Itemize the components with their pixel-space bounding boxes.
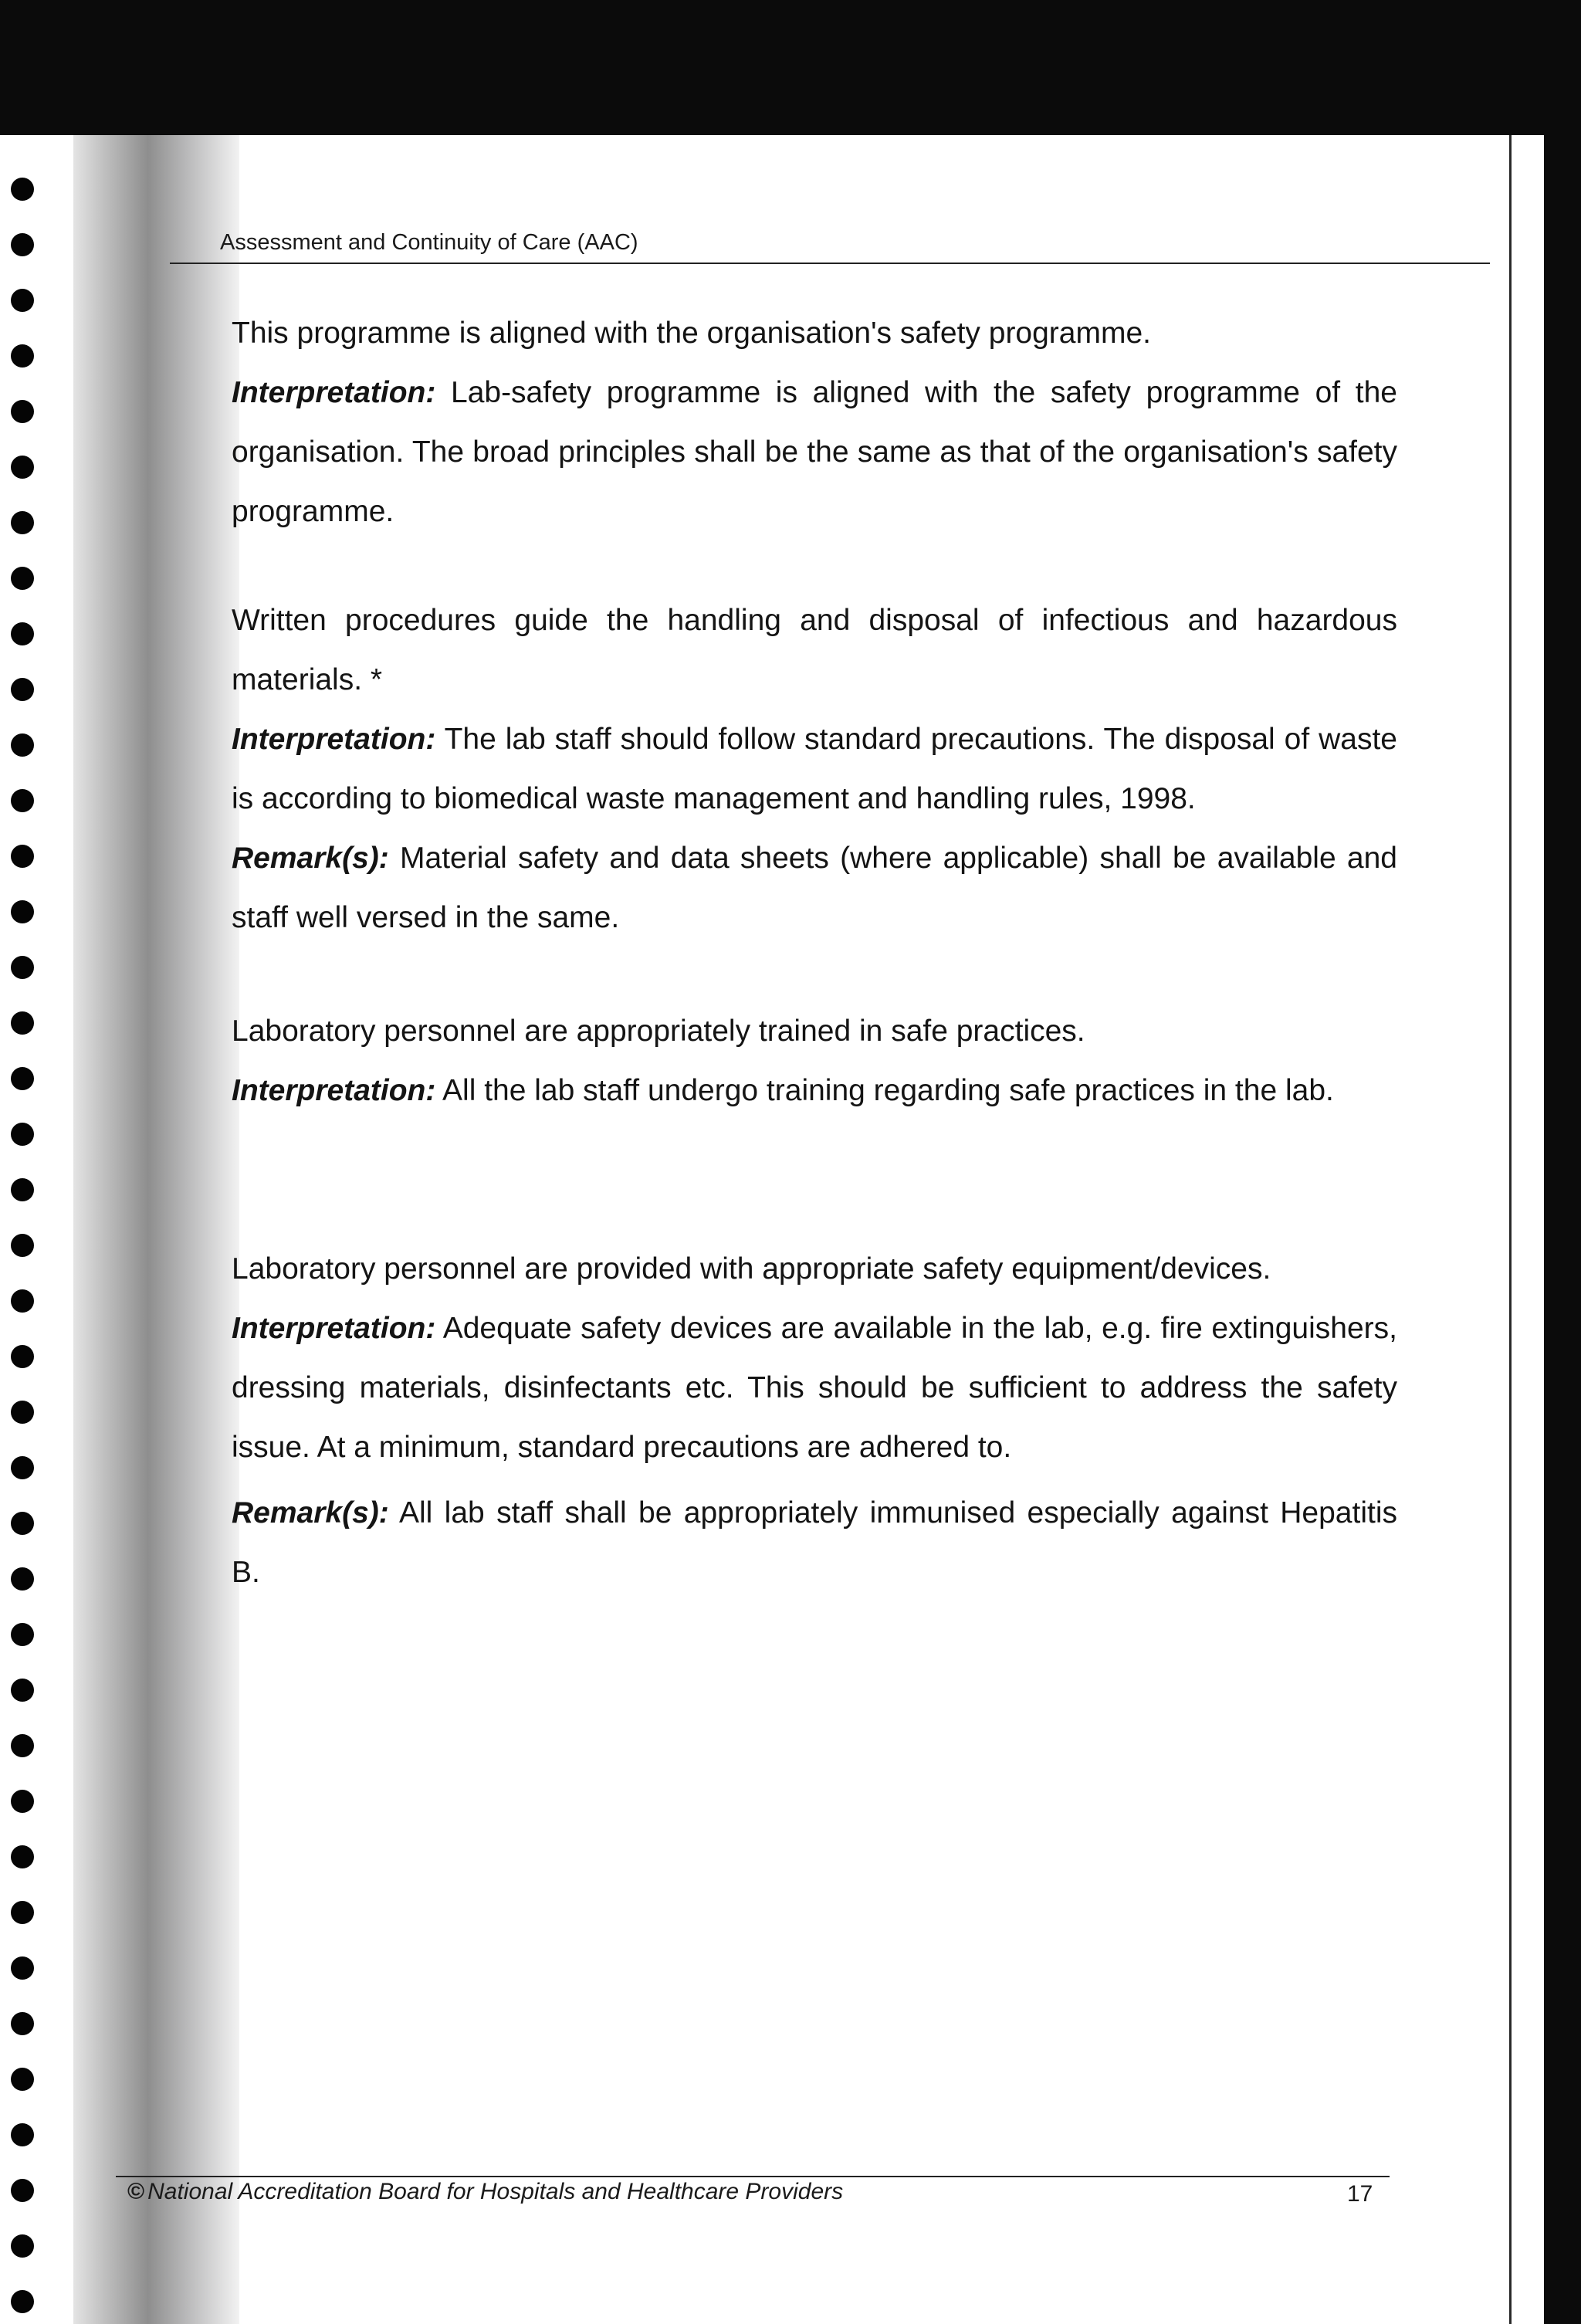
binding-hole <box>11 289 34 312</box>
remark-paragraph <box>232 828 1397 947</box>
binding-hole <box>11 1289 34 1313</box>
standard-statement: Laboratory personnel are appropriately trained in safe practices. <box>232 1015 1085 1048</box>
binding-hole <box>11 678 34 701</box>
binding-hole <box>11 1845 34 1868</box>
standard-text <box>232 1001 1397 1061</box>
interpretation-paragraph <box>232 363 1397 541</box>
binding-hole <box>11 178 34 201</box>
binding-hole <box>11 1456 34 1479</box>
binding-hole <box>11 1345 34 1368</box>
binding-hole <box>11 567 34 590</box>
interpretation-label: Interpretation: <box>232 723 436 756</box>
interpretation-text: All the lab staff undergo training regarding safe practices in the lab. <box>442 1074 1334 1107</box>
publisher-name: National Accreditation Board for Hospitals and Healthcare Providers <box>147 2179 844 2204</box>
binding-hole <box>11 1401 34 1424</box>
standard-statement: Laboratory personnel are provided with appropriate safety equipment/devices. <box>232 1252 1271 1286</box>
binding-hole <box>11 845 34 868</box>
binding-hole <box>11 1567 34 1591</box>
page-edge-line <box>1509 135 1512 2324</box>
binding-hole <box>11 1067 34 1090</box>
remark-label: Remark(s): <box>232 842 389 875</box>
binding-hole <box>11 233 34 256</box>
binding-hole <box>11 1123 34 1146</box>
item-safety-equipment <box>232 1239 1397 1602</box>
binding-hole <box>11 511 34 534</box>
binding-hole <box>11 622 34 645</box>
binding-hole <box>11 1623 34 1646</box>
standard-text <box>232 591 1397 710</box>
interpretation-paragraph <box>232 1299 1397 1477</box>
binding-hole <box>11 400 34 423</box>
interpretation-text: Adequate safety devices are available in the lab, e.g. fire extinguishers, dressing materials, disinfectants etc. This should be sufficient to address the safety issue. At a minimum, standard precautions are adhered to. <box>232 1312 1397 1464</box>
header-rule <box>170 263 1490 264</box>
binding-hole <box>11 2290 34 2313</box>
binding-hole <box>11 956 34 979</box>
remark-paragraph <box>232 1483 1397 1602</box>
binding-hole <box>11 789 34 812</box>
interpretation-text: Lab-safety programme is aligned with the safety programme of the organisation. The broad principles shall be the same as that of the organisation's safety programme. <box>232 376 1397 528</box>
binding-hole <box>11 1512 34 1535</box>
interpretation-label: Interpretation: <box>232 1074 436 1107</box>
standard-text <box>232 303 1397 363</box>
remark-label: Remark(s): <box>232 1496 389 1530</box>
scan-top-shadow <box>0 0 1581 135</box>
binding-hole <box>11 2234 34 2258</box>
binding-hole <box>11 1956 34 1980</box>
binding-hole <box>11 1734 34 1757</box>
binding-hole <box>11 900 34 923</box>
binding-hole <box>11 2179 34 2202</box>
binding-hole <box>11 2123 34 2146</box>
binding-hole <box>11 456 34 479</box>
binding-hole <box>11 2068 34 2091</box>
binding-spine-shadow <box>73 135 239 2324</box>
binding-hole <box>11 1234 34 1257</box>
binding-hole <box>11 1790 34 1813</box>
footer-publisher <box>127 2179 843 2205</box>
binding-holes <box>11 135 42 2324</box>
binding-hole <box>11 1679 34 1702</box>
binding-hole <box>11 733 34 757</box>
interpretation-label: Interpretation: <box>232 1312 436 1345</box>
binding-hole <box>11 1011 34 1035</box>
copyright-symbol: © <box>127 2179 145 2204</box>
binding-hole <box>11 1901 34 1924</box>
item-infectious-materials <box>232 591 1397 947</box>
standard-statement: Written procedures guide the handling and disposal of infectious and hazardous materials. * <box>232 604 1397 696</box>
remark-text: All lab staff shall be appropriately immunised especially against Hepatitis B. <box>232 1496 1398 1589</box>
interpretation-label: Interpretation: <box>232 376 436 409</box>
remark-text: Material safety and data sheets (where applicable) shall be available and staff well versed in the same. <box>232 842 1397 934</box>
standard-text <box>232 1239 1397 1299</box>
scan-right-shadow <box>1544 0 1581 2324</box>
interpretation-paragraph <box>232 1061 1397 1120</box>
standard-statement: This programme is aligned with the organisation's safety programme. <box>232 317 1151 350</box>
running-header: Assessment and Continuity of Care (AAC) <box>220 230 638 255</box>
binding-hole <box>11 1178 34 1201</box>
item-safety-programme <box>232 303 1397 541</box>
footer-rule <box>116 2176 1390 2177</box>
item-trained-personnel <box>232 1001 1397 1120</box>
interpretation-paragraph <box>232 710 1397 828</box>
binding-hole <box>11 2012 34 2035</box>
page-number: 17 <box>1347 2181 1373 2207</box>
interpretation-text: The lab staff should follow standard precautions. The disposal of waste is according to biomedical waste management and handling rules, 1998. <box>232 723 1397 815</box>
binding-hole <box>11 344 34 368</box>
